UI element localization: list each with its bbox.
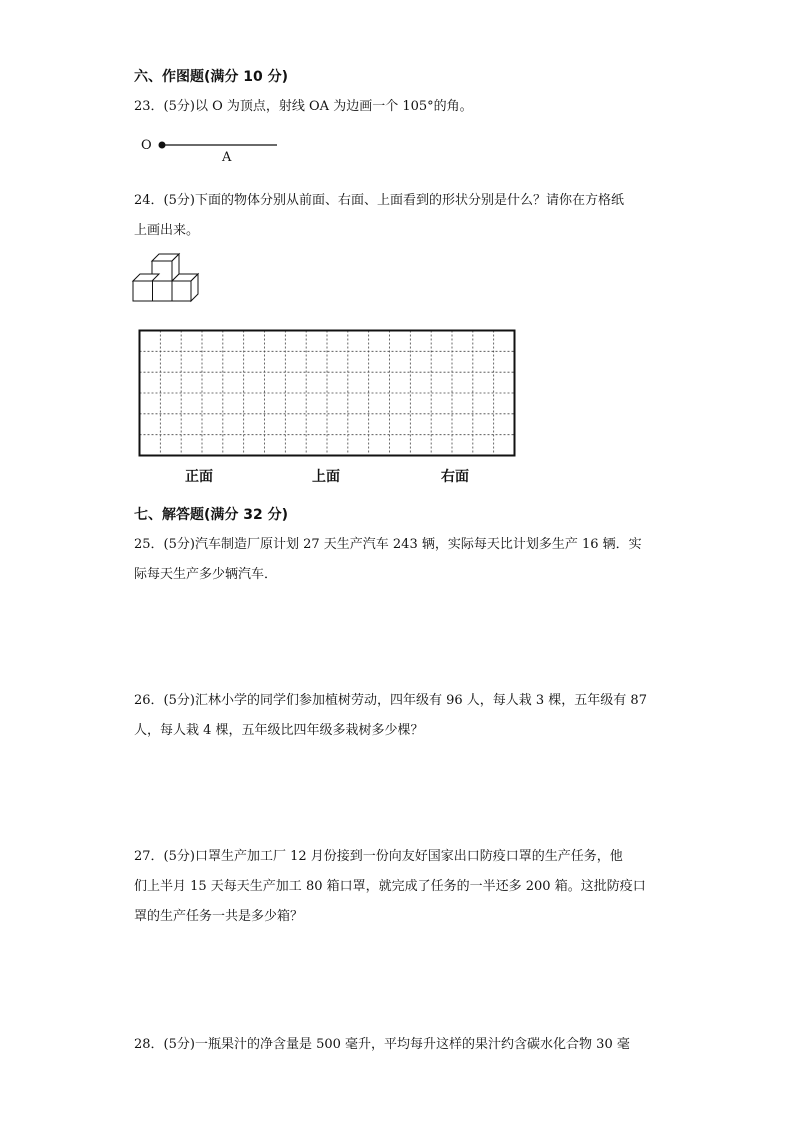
point-o-label: O xyxy=(141,138,152,153)
left-cube-front xyxy=(133,281,153,301)
question-26 xyxy=(134,686,664,746)
grid-label-right: 右面 xyxy=(441,469,469,485)
section-7-title: 七、解答题(满分 32 分) xyxy=(134,507,289,523)
question-27-line-3: 罩的生产任务一共是多少箱？ xyxy=(134,909,304,924)
question-24-line-2: 上画出来。 xyxy=(134,223,200,238)
grid-label-front: 正面 xyxy=(185,469,213,485)
question-28-line-1: 28．(5分)一瓶果汁的净含量是 500 毫升，平均每升这样的果汁约含碳水化合物 30 毫 xyxy=(134,1037,630,1052)
question-27 xyxy=(134,842,664,932)
square-grid-paper[interactable] xyxy=(138,329,518,459)
cube-stack-figure xyxy=(130,250,206,306)
section-6-title: 六、作图题(满分 10 分) xyxy=(134,69,289,85)
point-a-label: A xyxy=(222,150,232,165)
question-24-line-1: 24．(5分)下面的物体分别从前面、右面、上面看到的形状分别是什么？请你在方格纸 xyxy=(134,193,624,208)
question-25-line-1: 25．(5分)汽车制造厂原计划 27 天生产汽车 243 辆，实际每天比计划多生产 16 辆．实 xyxy=(134,537,642,552)
question-28 xyxy=(134,1030,664,1060)
question-25-line-2: 际每天生产多少辆汽车． xyxy=(134,567,278,582)
middle-cube-front xyxy=(153,281,173,301)
question-23-text: 23．(5分)以 O 为顶点，射线 OA 为边画一个 105°的角。 xyxy=(134,99,473,114)
question-27-line-1: 27．(5分)口罩生产加工厂 12 月份接到一份向友好国家出口防疫口罩的生产任务，他 xyxy=(134,849,623,864)
grid-label-top: 上面 xyxy=(312,469,340,485)
ray-oa xyxy=(150,136,290,156)
question-24 xyxy=(134,186,664,246)
question-26-line-1: 26．(5分)汇林小学的同学们参加植树劳动，四年级有 96 人，每人栽 3 棵，五年级有 87 xyxy=(134,693,647,708)
question-23 xyxy=(134,92,664,122)
question-27-line-2: 们上半月 15 天每天生产加工 80 箱口罩，就完成了任务的一半还多 200 箱。这批防疫口 xyxy=(134,879,646,894)
question-25 xyxy=(134,530,664,590)
question-26-line-2: 人，每人栽 4 棵，五年级比四年级多栽树多少棵？ xyxy=(134,723,424,738)
right-cube-front xyxy=(172,281,191,301)
